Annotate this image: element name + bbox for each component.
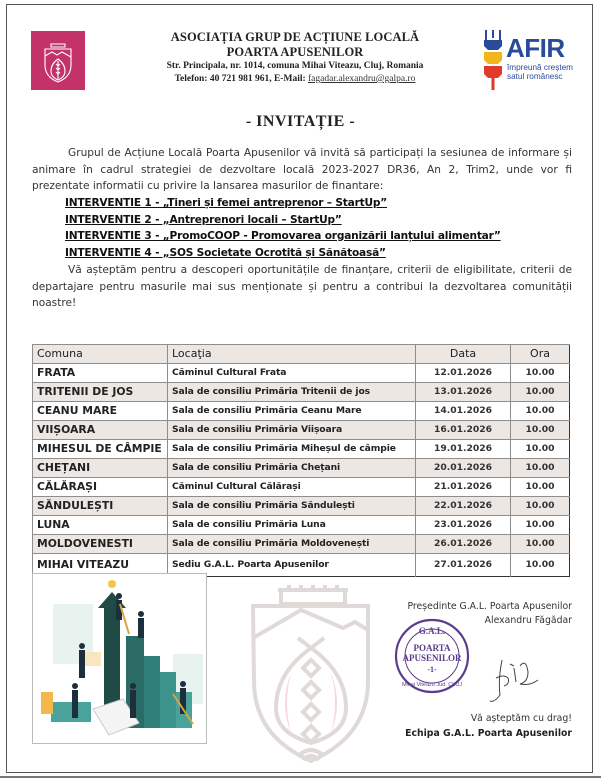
- table-row: [33, 459, 570, 478]
- svg-text:APUSENILOR: APUSENILOR: [402, 653, 462, 663]
- gal-logo: [31, 31, 85, 90]
- cell-data: 16.01.2026: [416, 421, 511, 440]
- handwritten-signature-icon: [480, 648, 550, 708]
- cell-locatia: Sala de consiliu Primăria Chețani: [168, 459, 416, 478]
- cell-ora: 10.00: [511, 364, 570, 383]
- page-shadow: [0, 776, 601, 778]
- schedule-table: [32, 344, 570, 577]
- afir-tagline-2: satul românesc: [507, 72, 563, 81]
- gal-coat-of-arms-icon: [31, 31, 85, 90]
- org-name-line1: ASOCIAȚIA GRUP DE ACȚIUNE LOCALĂ: [170, 30, 420, 44]
- cell-comuna: CEANU MARE: [33, 402, 168, 421]
- table-row: [33, 516, 570, 535]
- cell-data: 14.01.2026: [416, 402, 511, 421]
- coat-of-arms-icon: [243, 578, 378, 773]
- cell-data: 26.01.2026: [416, 535, 511, 554]
- table-row: [33, 402, 570, 421]
- table-row: [33, 497, 570, 516]
- cell-ora: 10.00: [511, 402, 570, 421]
- cell-locatia: Sala de consiliu Primăria Ceanu Mare: [168, 402, 416, 421]
- cell-ora: 10.00: [511, 459, 570, 478]
- cell-locatia: Sala de consiliu Primăria Miheșul de câmpie: [168, 440, 416, 459]
- president-title: Președinte G.A.L. Poarta Apusenilor: [407, 601, 572, 612]
- closing-paragraph: [32, 262, 572, 312]
- closing-greeting: [392, 711, 572, 741]
- cell-comuna: MOLDOVENESTI: [33, 535, 168, 554]
- cell-comuna: CĂLĂRAȘI: [33, 478, 168, 497]
- header-ora: Ora: [511, 345, 570, 364]
- cell-comuna: MIHAI VITEAZU: [33, 554, 168, 577]
- cell-locatia: Căminul Cultural Frata: [168, 364, 416, 383]
- official-stamp: [393, 617, 471, 695]
- afir-tagline: [507, 63, 573, 81]
- header-data: Data: [416, 345, 511, 364]
- cell-data: 12.01.2026: [416, 364, 511, 383]
- table-header-row: [33, 345, 570, 364]
- cell-comuna: LUNA: [33, 516, 168, 535]
- intervention-4: INTERVENTIE 4 - „SOS Societate Ocrotită și Sănătoasă”: [65, 246, 386, 259]
- cell-comuna: FRATA: [33, 364, 168, 383]
- stamp-icon: [393, 617, 471, 695]
- svg-text:G.A.L.: G.A.L.: [418, 626, 446, 636]
- cell-data: 23.01.2026: [416, 516, 511, 535]
- cell-locatia: Căminul Cultural Călărași: [168, 478, 416, 497]
- cell-locatia: Sala de consiliu Primăria Viișoara: [168, 421, 416, 440]
- afir-wheat-flag-icon: [482, 30, 504, 90]
- cell-comuna: MIHESUL DE CÂMPIE: [33, 440, 168, 459]
- cell-data: 21.01.2026: [416, 478, 511, 497]
- svg-text:-1-: -1-: [427, 665, 437, 674]
- cell-data: 22.01.2026: [416, 497, 511, 516]
- cell-ora: 10.00: [511, 421, 570, 440]
- closing-text: Vă așteptăm pentru a descoperi oportunitățile de finanțare, criterii de eligibilitate, criterii de departajare pentru masurile mai sus menționate și pentru a contribui la dezvoltarea comunității noastre!: [32, 264, 572, 309]
- signature: [480, 648, 550, 708]
- document-title: - INVITAȚIE -: [245, 113, 356, 130]
- cell-locatia: Sediu G.A.L. Poarta Apusenilor: [168, 554, 416, 577]
- cell-comuna: CHEȚANI: [33, 459, 168, 478]
- team-signature: Echipa G.A.L. Poarta Apusenilor: [405, 728, 572, 739]
- svg-text:POARTA: POARTA: [413, 643, 451, 653]
- table-row: [33, 421, 570, 440]
- afir-tagline-1: împreună creștem: [507, 63, 573, 72]
- org-contact: [130, 73, 460, 86]
- teamwork-growth-illustration: [32, 573, 207, 744]
- email-link[interactable]: fagadar.alexandru@galpa.ro: [308, 74, 416, 84]
- staircase-arrow-icon: [33, 574, 206, 743]
- cell-ora: 10.00: [511, 383, 570, 402]
- gal-coat-of-arms-watermark: [243, 578, 378, 773]
- intervention-2: INTERVENTIE 2 - „Antreprenori locali – StartUp”: [65, 213, 342, 226]
- interventions-list: [65, 195, 501, 261]
- afir-wordmark: AFIR: [506, 33, 565, 63]
- president-name: Alexandru Făgădar: [484, 615, 572, 626]
- cell-data: 27.01.2026: [416, 554, 511, 577]
- cell-data: 19.01.2026: [416, 440, 511, 459]
- cell-comuna: VIIȘOARA: [33, 421, 168, 440]
- cell-ora: 10.00: [511, 478, 570, 497]
- header-locatia: Locaţia: [168, 345, 416, 364]
- phone-label: Telefon: 40 721 981 961, E-Mail:: [174, 74, 309, 84]
- header-comuna: Comuna: [33, 345, 168, 364]
- cell-comuna: TRITENII DE JOS: [33, 383, 168, 402]
- greeting-text: Vă așteptăm cu drag!: [470, 713, 572, 724]
- cell-data: 20.01.2026: [416, 459, 511, 478]
- cell-locatia: Sala de consiliu Primăria Moldovenești: [168, 535, 416, 554]
- cell-ora: 10.00: [511, 440, 570, 459]
- afir-logo: [482, 30, 582, 90]
- org-header: [130, 30, 460, 86]
- cell-ora: 10.00: [511, 516, 570, 535]
- intro-text: Grupul de Acțiune Locală Poarta Apusenilor vă invită să participați la sesiunea de informare și animare în cadrul strategiei de dezvoltare locală 2023-2027 DR36, An 2, Trim2, unde vor fi prezentate informatii cu privire la lansarea masurilor de finantare:: [32, 147, 572, 192]
- table-row: [33, 535, 570, 554]
- table-row: [33, 440, 570, 459]
- intro-paragraph: [32, 145, 572, 195]
- org-name-line2: POARTA APUSENILOR: [226, 45, 364, 59]
- svg-text:Mihai Viteazu Jud. CLUJ: Mihai Viteazu Jud. CLUJ: [401, 682, 463, 688]
- intervention-1: INTERVENTIE 1 - „Tineri și femei antreprenor – StartUp”: [65, 197, 388, 209]
- cell-data: 13.01.2026: [416, 383, 511, 402]
- table-row: [33, 364, 570, 383]
- cell-ora: 10.00: [511, 497, 570, 516]
- intervention-3: INTERVENTIE 3 - „PromoCOOP - Promovarea organizării lanțului alimentar”: [65, 230, 501, 242]
- cell-locatia: Sala de consiliu Primăria Luna: [168, 516, 416, 535]
- cell-ora: 10.00: [511, 535, 570, 554]
- cell-locatia: Sala de consiliu Primăria Tritenii de jos: [168, 383, 416, 402]
- org-address: Str. Principala, nr. 1014, comuna Mihai Viteazu, Cluj, Romania: [166, 61, 424, 71]
- cell-ora: 10.00: [511, 554, 570, 577]
- cell-comuna: SĂNDULEȘTI: [33, 497, 168, 516]
- cell-locatia: Sala de consiliu Primăria Săndulești: [168, 497, 416, 516]
- table-row: [33, 478, 570, 497]
- table-row: [33, 383, 570, 402]
